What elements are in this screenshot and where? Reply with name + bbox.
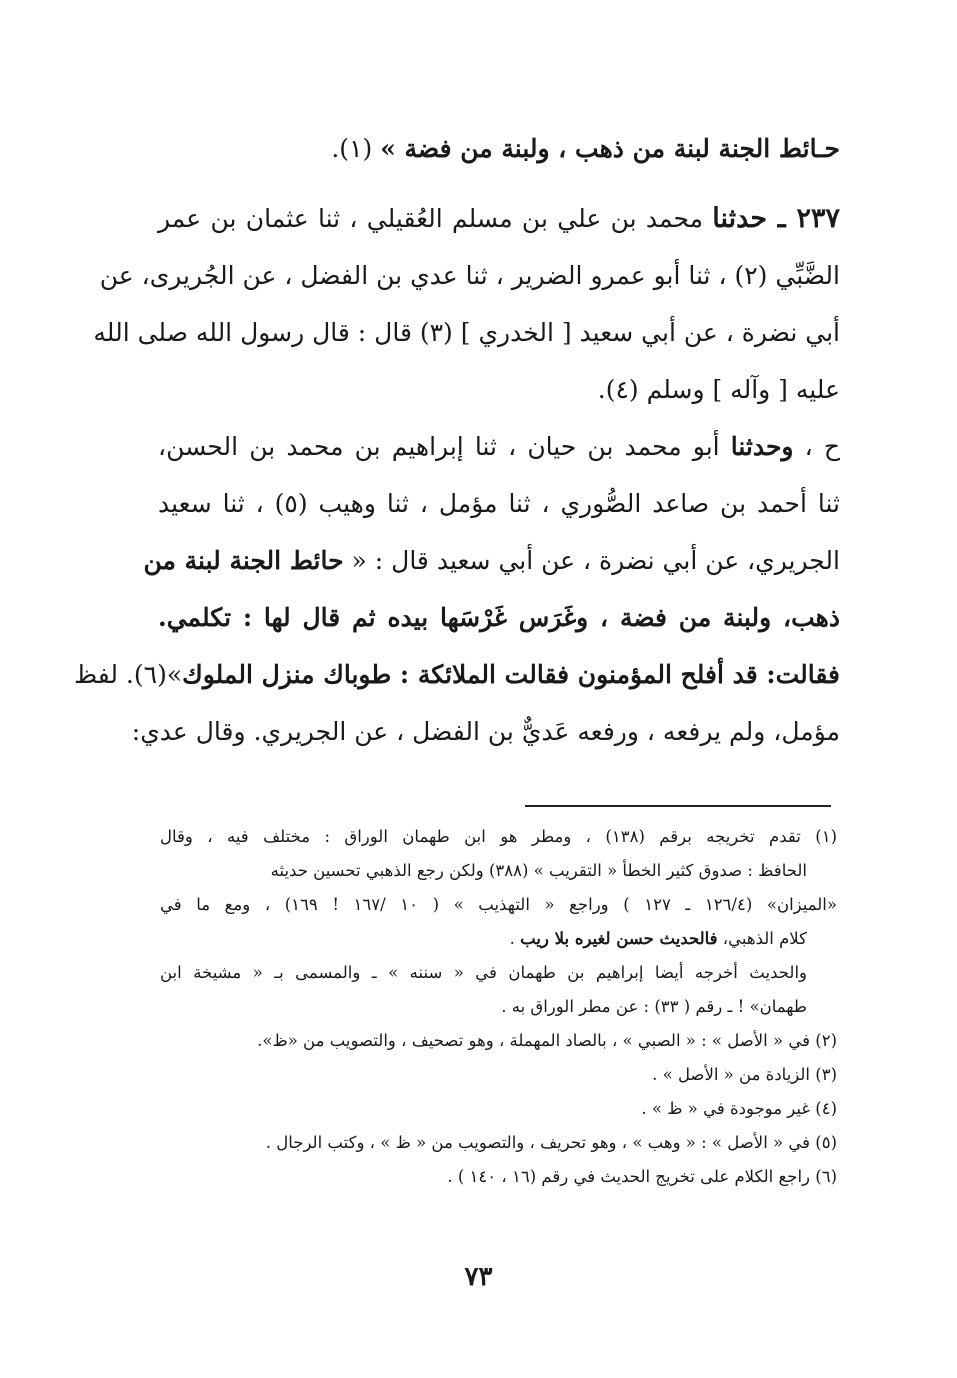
footnote-verdict: فالحديث حسن لغيره بلا ريب — [520, 929, 718, 948]
paragraph-line: عليه [ وآله ] وسلم (٤). — [597, 375, 840, 404]
hadith-number-lead: ٢٣٧ ـ حدثنا — [712, 203, 840, 234]
paragraph-line: الضَّبِّي (٢) ، ثنا أبو عمرو الضرير ، ثنا عدي بن الفضل ، عن الجُريرى، عن — [99, 261, 840, 290]
hadith-chain-paragraph — [73, 418, 840, 760]
opening-text: حـائط الجنة لبنة من ذهب ، ولبنة من فضة » — [380, 134, 840, 163]
footnote-line: والحديث أخرجه أيضا إبراهيم بن طهمان في « سننه » ـ والمسمى بـ « مشيخة ابن — [160, 963, 807, 982]
opening-note-ref: (١). — [331, 134, 381, 163]
paragraph-line: فقالت: قد أفلح المؤمنون فقالت الملائكة : طوباك منزل الملوك»(٦). لفظ — [73, 660, 840, 689]
hadith-237-paragraph — [93, 190, 840, 418]
footnote-line: (٤) غير موجودة في « ظ » . — [641, 1099, 837, 1118]
footnote-line: طهمان» ! ـ رقم ( ٣٣) : عن مطر الوراق به . — [501, 997, 807, 1016]
footnote-separator — [525, 805, 831, 807]
paragraph-line: مؤمل، ولم يرفعه ، ورفعه عَديٌّ بن الفضل ، عن الجريري. وقال عدي: — [131, 717, 840, 746]
paragraph-line: أبي نضرة ، عن أبي سعيد [ الخدري ] (٣) قال : قال رسول الله صلى الله — [93, 318, 840, 347]
paragraph-line: ثنا أحمد بن صاعد الصُّوري ، ثنا مؤمل ، ثنا وهيب (٥) ، ثنا سعيد — [158, 489, 840, 518]
footnote-line: (١) تقدم تخريجه برقم (١٣٨) ، ومطر هو ابن طهمان الوراق : مختلف فيه ، وقال — [160, 827, 837, 846]
footnote-line: (٢) في « الأصل » : « الصبي » ، بالصاد المهملة ، وهو تصحيف ، والتصويب من «ظ». — [257, 1031, 837, 1050]
hadith-matn-start: حائط الجنة لبنة من — [143, 546, 344, 575]
footnotes — [160, 820, 837, 1194]
opening-line — [158, 120, 840, 177]
footnote-line: (٥) في « الأصل » : « وهب » ، وهو تحريف ، والتصويب من « ظ » ، وكتب الرجال . — [265, 1133, 837, 1152]
paragraph-line: الجريري، عن أبي نضرة ، عن أبي سعيد قال : « حائط الجنة لبنة من — [143, 546, 840, 575]
hadith-matn-end: فقالت: قد أفلح المؤمنون فقالت الملائكة : طوباك منزل الملوك — [182, 660, 840, 689]
page-number: ٧٣ — [464, 1262, 493, 1292]
footnote-line: (٦) راجع الكلام على تخريج الحديث في رقم (١٦ ، ١٤٠ ) . — [447, 1167, 837, 1186]
hadith-matn: ذهب، ولبنة من فضة ، وغَرَس غَرْسَها بيده ثم قال لها : تكلمي. — [158, 603, 840, 632]
paragraph-line — [158, 589, 840, 646]
footnote-line: «الميزان» (١٢٦/٤ ـ ١٢٧ ) وراجع « التهذيب » ( ١٠ /١٦٧ ! ١٦٩) ، ومع ما في — [160, 895, 837, 914]
paragraph-line: ح ، وحدثنا أبو محمد بن حيان ، ثنا إبراهيم بن محمد بن الحسن، — [158, 432, 840, 461]
footnote-line: الحافظ : صدوق كثير الخطأ « التقريب » (٣٨٨) ولكن رجع الذهبي تحسين حديثه — [270, 861, 807, 880]
footnote-line: (٣) الزيادة من « الأصل » . — [652, 1065, 837, 1084]
paragraph-line: ٢٣٧ ـ حدثنا محمد بن علي بن مسلم العُقيلي ، ثنا عثمان بن عمر — [158, 203, 840, 234]
footnote-line: كلام الذهبي، فالحديث حسن لغيره بلا ريب . — [509, 929, 807, 948]
